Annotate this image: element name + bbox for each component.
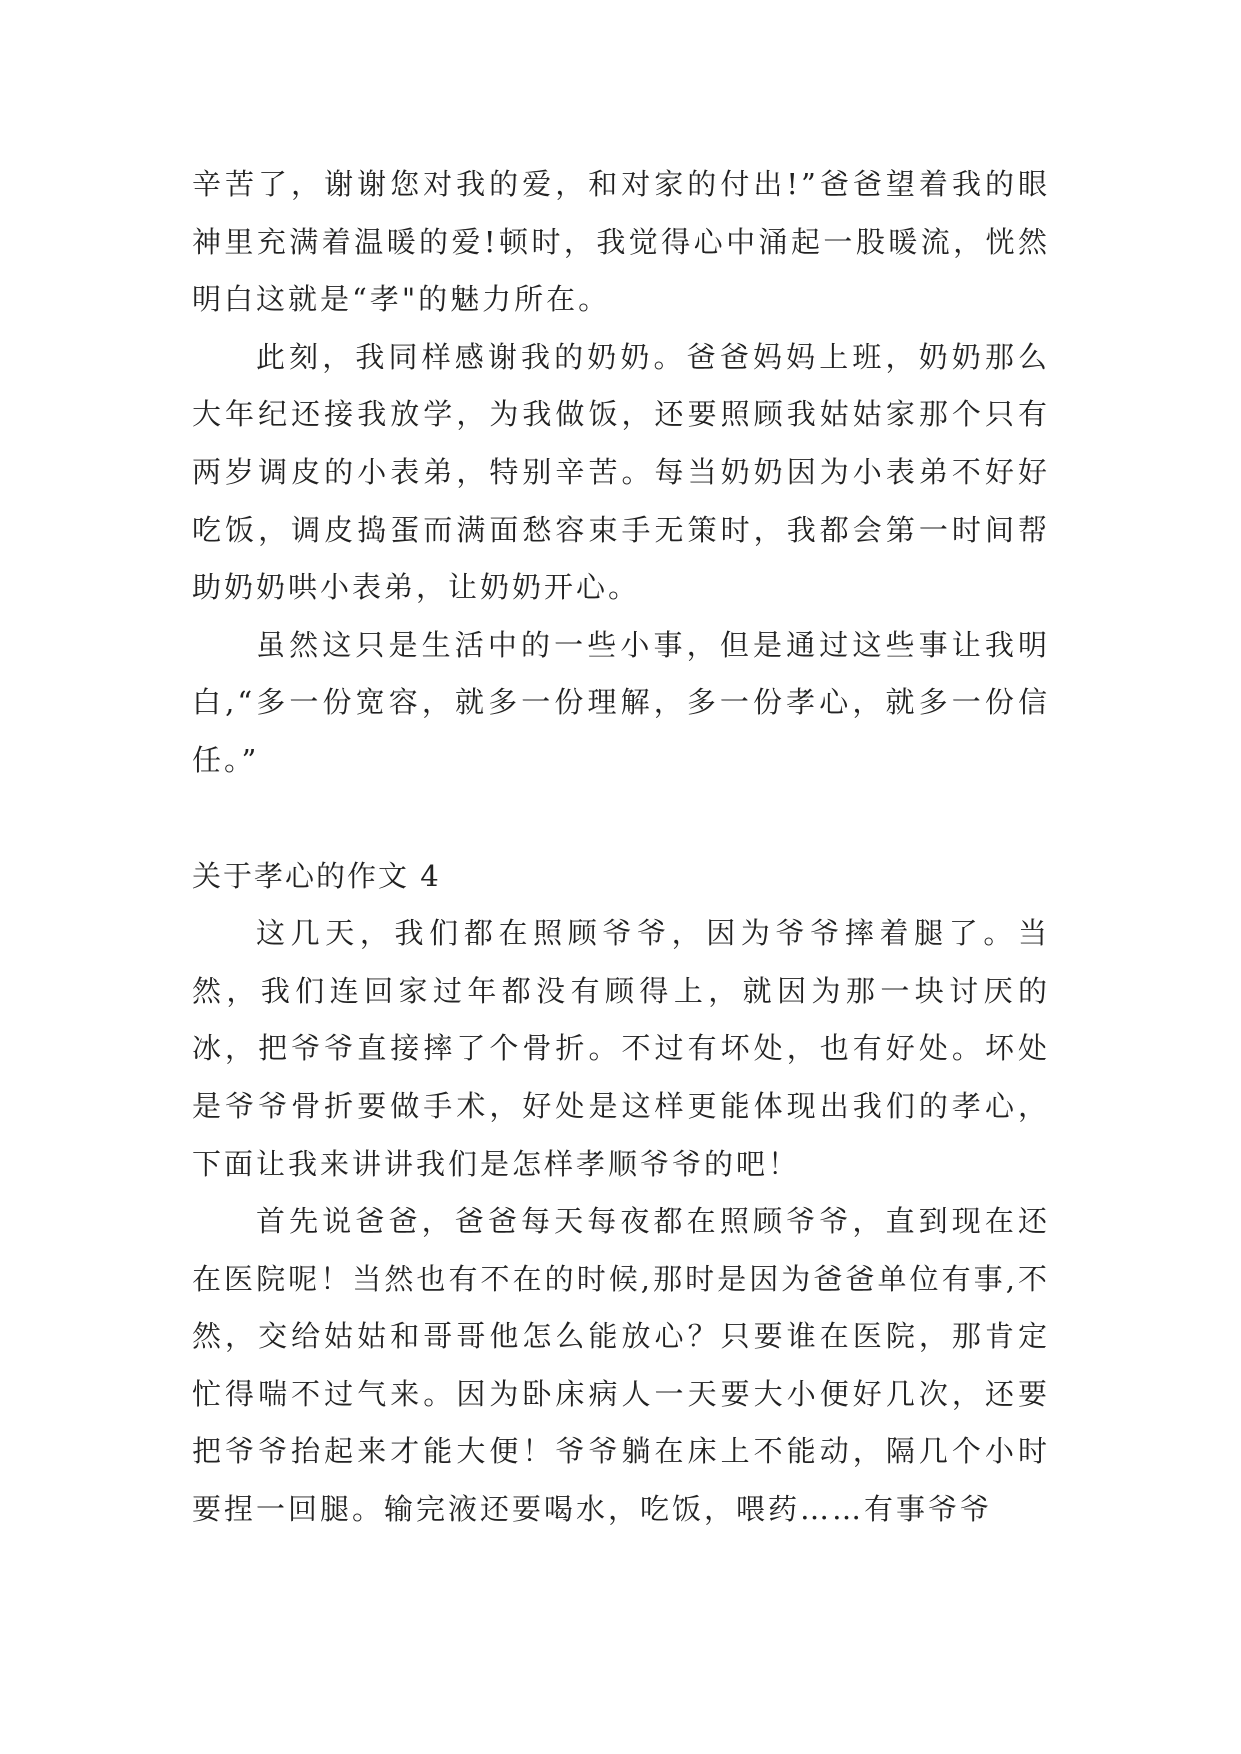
document-page: [192, 156, 1050, 1539]
paragraph-3: 虽然这只是生活中的一些小事，但是通过这些事让我明白,“多一份宽容，就多一份理解，多一份孝心，就多一份信任。”: [192, 627, 1050, 777]
paragraph-4: 这几天，我们都在照顾爷爷，因为爷爷摔着腿了。当然，我们连回家过年都没有顾得上，就因为那一块讨厌的冰，把爷爷直接摔了个骨折。不过有坏处，也有好处。坏处是爷爷骨折要做手术，好处是这样更能体现出我们的孝心，下面让我来讲讲我们是怎样孝顺爷爷的吧！: [192, 916, 1050, 1181]
paragraph-1: 辛苦了，谢谢您对我的爱，和对家的付出!”爸爸望着我的眼神里充满着温暖的爱!顿时，我觉得心中涌起一股暖流，恍然明白这就是“孝"的魅力所在。: [192, 167, 1050, 317]
paragraph-5: 首先说爸爸，爸爸每天每夜都在照顾爷爷，直到现在还在医院呢！当然也有不在的时候,那时是因为爸爸单位有事,不然，交给姑姑和哥哥他怎么能放心？只要谁在医院，那肯定忙得喘不过气来。因为卧床病人一天要大小便好几次，还要把爷爷抬起来才能大便！爷爷躺在床上不能动，隔几个小时要捏一回腿。输完液还要喝水，吃饭，喂药……有事爷爷: [192, 1204, 1050, 1527]
paragraph-2: 此刻，我同样感谢我的奶奶。爸爸妈妈上班，奶奶那么大年纪还接我放学，为我做饭，还要照顾我姑姑家那个只有两岁调皮的小表弟，特别辛苦。每当奶奶因为小表弟不好好吃饭，调皮捣蛋而满面愁容束手无策时，我都会第一时间帮助奶奶哄小表弟，让奶奶开心。: [192, 339, 1050, 605]
section-title: 关于孝心的作文 4: [192, 858, 441, 893]
